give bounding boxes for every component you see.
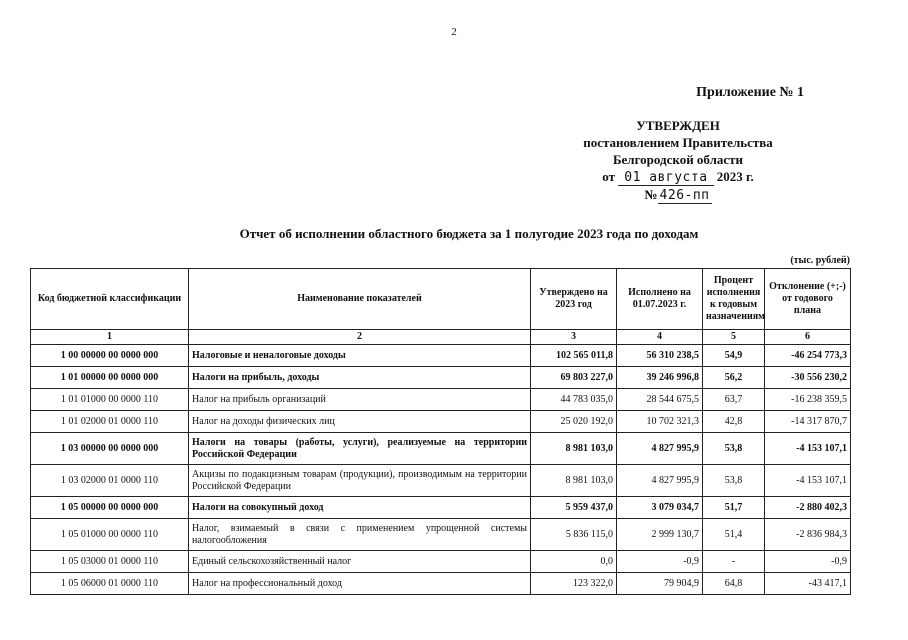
units-label: (тыс. рублей) <box>790 255 850 266</box>
cell-code: 1 05 00000 00 0000 000 <box>31 497 189 519</box>
table-row <box>31 367 851 389</box>
column-number: 3 <box>531 330 617 345</box>
table-row <box>31 497 851 519</box>
approval-line-2: Белгородской области <box>612 152 744 167</box>
table-row <box>31 551 851 573</box>
column-number: 2 <box>189 330 531 345</box>
revenue-table <box>30 268 851 595</box>
cell-name: Налог на профессиональный доход <box>189 573 531 595</box>
table-row <box>31 345 851 367</box>
approval-title: УТВЕРЖДЕН <box>636 118 720 133</box>
cell-percent: 53,8 <box>703 465 765 497</box>
cell-executed: 2 999 130,7 <box>617 519 703 551</box>
cell-deviation: -4 153 107,1 <box>765 433 851 465</box>
cell-executed: 56 310 238,5 <box>617 345 703 367</box>
cell-executed: -0,9 <box>617 551 703 573</box>
cell-code: 1 05 06000 01 0000 110 <box>31 573 189 595</box>
cell-name: Налоги на товары (работы, услуги), реализуемые на территории Российской Федерации <box>189 433 531 465</box>
cell-deviation: -46 254 773,3 <box>765 345 851 367</box>
cell-name: Единый сельскохозяйственный налог <box>189 551 531 573</box>
column-number-row <box>31 330 851 345</box>
cell-executed: 3 079 034,7 <box>617 497 703 519</box>
cell-approved: 44 783 035,0 <box>531 389 617 411</box>
cell-name: Налог, взимаемый в связи с применением упрощенной системы налогообложения <box>189 519 531 551</box>
cell-approved: 5 959 437,0 <box>531 497 617 519</box>
cell-percent: 51,4 <box>703 519 765 551</box>
number-prefix: № <box>644 187 658 202</box>
cell-approved: 8 981 103,0 <box>531 433 617 465</box>
cell-deviation: -2 880 402,3 <box>765 497 851 519</box>
table-row <box>31 411 851 433</box>
cell-approved: 8 981 103,0 <box>531 465 617 497</box>
cell-executed: 28 544 675,5 <box>617 389 703 411</box>
date-year: 2023 г. <box>716 169 754 184</box>
cell-code: 1 03 00000 00 0000 000 <box>31 433 189 465</box>
cell-code: 1 05 01000 00 0000 110 <box>31 519 189 551</box>
header-executed: Исполнено на 01.07.2023 г. <box>617 269 703 330</box>
cell-approved: 25 020 192,0 <box>531 411 617 433</box>
cell-executed: 79 904,9 <box>617 573 703 595</box>
page-number: 2 <box>451 26 457 38</box>
cell-name: Налог на прибыль организаций <box>189 389 531 411</box>
table-row <box>31 465 851 497</box>
header-approved: Утверждено на 2023 год <box>531 269 617 330</box>
cell-executed: 10 702 321,3 <box>617 411 703 433</box>
date-value: 01 августа <box>618 170 713 186</box>
cell-percent: - <box>703 551 765 573</box>
cell-approved: 123 322,0 <box>531 573 617 595</box>
column-number: 4 <box>617 330 703 345</box>
cell-percent: 51,7 <box>703 497 765 519</box>
cell-code: 1 00 00000 00 0000 000 <box>31 345 189 367</box>
table-body <box>31 345 851 595</box>
cell-percent: 63,7 <box>703 389 765 411</box>
cell-executed: 4 827 995,9 <box>617 465 703 497</box>
cell-code: 1 01 02000 01 0000 110 <box>31 411 189 433</box>
number-value: 426-пп <box>659 188 710 203</box>
header-percent: Процент исполнения к годовым назначениям <box>703 269 765 330</box>
column-number: 6 <box>765 330 851 345</box>
cell-deviation: -14 317 870,7 <box>765 411 851 433</box>
table-header-row <box>31 269 851 330</box>
cell-code: 1 01 00000 00 0000 000 <box>31 367 189 389</box>
cell-approved: 0,0 <box>531 551 617 573</box>
table-row <box>31 433 851 465</box>
appendix-label: Приложение № 1 <box>696 85 804 100</box>
header-code: Код бюджетной классификации <box>31 269 189 330</box>
report-title: Отчет об исполнении областного бюджета за 1 полугодие 2023 года по доходам <box>239 226 699 241</box>
date-prefix: от <box>602 169 615 184</box>
table-row <box>31 519 851 551</box>
column-number: 1 <box>31 330 189 345</box>
approval-line-1: постановлением Правительства <box>583 135 773 150</box>
cell-percent: 56,2 <box>703 367 765 389</box>
cell-name: Налоги на прибыль, доходы <box>189 367 531 389</box>
table-row <box>31 573 851 595</box>
cell-deviation: -0,9 <box>765 551 851 573</box>
cell-deviation: -43 417,1 <box>765 573 851 595</box>
table-row <box>31 389 851 411</box>
cell-name: Акцизы по подакцизным товарам (продукции), производимым на территории Российской Федерации <box>189 465 531 497</box>
cell-name: Налоги на совокупный доход <box>189 497 531 519</box>
approval-date <box>548 168 808 186</box>
cell-name: Налоговые и неналоговые доходы <box>189 345 531 367</box>
cell-percent: 54,9 <box>703 345 765 367</box>
cell-code: 1 05 03000 01 0000 110 <box>31 551 189 573</box>
cell-name: Налог на доходы физических лиц <box>189 411 531 433</box>
cell-deviation: -16 238 359,5 <box>765 389 851 411</box>
cell-executed: 4 827 995,9 <box>617 433 703 465</box>
cell-deviation: -30 556 230,2 <box>765 367 851 389</box>
cell-code: 1 01 01000 00 0000 110 <box>31 389 189 411</box>
cell-percent: 64,8 <box>703 573 765 595</box>
cell-approved: 69 803 227,0 <box>531 367 617 389</box>
cell-approved: 102 565 011,8 <box>531 345 617 367</box>
cell-deviation: -4 153 107,1 <box>765 465 851 497</box>
cell-code: 1 03 02000 01 0000 110 <box>31 465 189 497</box>
header-name: Наименование показателей <box>189 269 531 330</box>
cell-percent: 53,8 <box>703 433 765 465</box>
approval-block <box>548 117 808 204</box>
header-deviation: Отклонение (+;-) от годового плана <box>765 269 851 330</box>
cell-approved: 5 836 115,0 <box>531 519 617 551</box>
cell-percent: 42,8 <box>703 411 765 433</box>
cell-executed: 39 246 996,8 <box>617 367 703 389</box>
column-number: 5 <box>703 330 765 345</box>
cell-deviation: -2 836 984,3 <box>765 519 851 551</box>
approval-number <box>548 186 808 204</box>
